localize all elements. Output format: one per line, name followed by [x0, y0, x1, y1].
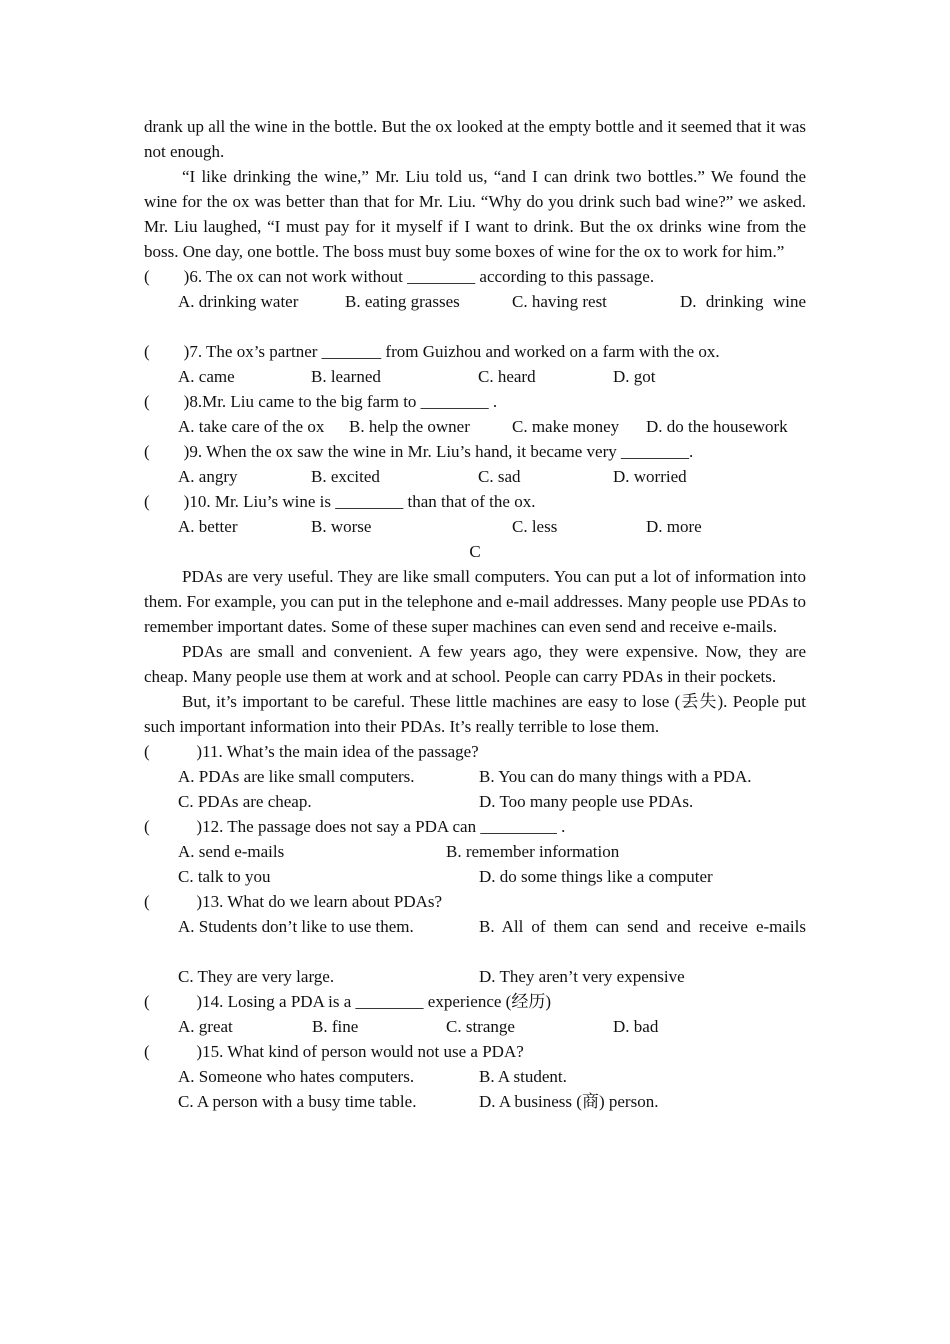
options-12-row2 [144, 864, 806, 889]
passage-c-paragraph: PDAs are very useful. They are like small computers. You can put a lot of information into them. For example, you can put in the telephone and e-mail addresses. Many people use PDAs to remember important dates. Some of these super machines can even send and receive e-mails. [144, 567, 806, 636]
question-text: 9. When the ox saw the wine in Mr. Liu’s hand, it became very ________. [189, 442, 694, 461]
question-10 [144, 489, 806, 514]
options-8 [144, 414, 806, 439]
question-text: 14. Losing a PDA is a ________ experience (经历) [202, 992, 551, 1011]
option-a: A. angry [178, 467, 238, 486]
option-d: D. got [613, 367, 656, 386]
answer-blank[interactable]: ( ) [144, 392, 190, 411]
options-12-row1 [144, 839, 806, 864]
options-13-row2 [144, 964, 806, 989]
option-d: D. They aren’t very expensive [479, 967, 685, 986]
option-c: C. strange [446, 1017, 515, 1036]
options-11-row2 [144, 789, 806, 814]
question-text: 10. Mr. Liu’s wine is ________ than that of the ox. [189, 492, 536, 511]
option-b: B. excited [311, 467, 380, 486]
question-text: 13. What do we learn about PDAs? [202, 892, 443, 911]
option-c: C. heard [478, 367, 536, 386]
options-10 [144, 514, 806, 539]
option-b: B. You can do many things with a PDA. [479, 767, 752, 786]
options-7 [144, 364, 806, 389]
option-a: A. came [178, 367, 235, 386]
option-a: A. PDAs are like small computers. [178, 767, 415, 786]
option-b: B. remember information [446, 842, 620, 861]
option-b: B. eating grasses [345, 292, 460, 311]
document-page [144, 114, 806, 1114]
option-a: A. Someone who hates computers. [178, 1067, 415, 1086]
passage-c-paragraph: But, it’s important to be careful. These little machines are easy to lose (丢失). People put such important information into their PDAs. It’s really terrible to lose them. [144, 692, 806, 736]
option-c: C. A person with a busy time table. [178, 1092, 417, 1111]
answer-blank[interactable]: ( ) [144, 442, 190, 461]
answer-blank[interactable]: ( ) [144, 992, 203, 1011]
question-text: 7. The ox’s partner _______ from Guizhou and worked on a farm with the ox. [189, 342, 720, 361]
option-c: C. having rest [512, 292, 607, 311]
options-6 [144, 289, 806, 339]
option-d: D. more [646, 517, 702, 536]
option-d: D. Too many people use PDAs. [479, 792, 694, 811]
option-c: C. They are very large. [178, 967, 335, 986]
option-a: A. send e-mails [178, 842, 285, 861]
question-11 [144, 739, 806, 764]
question-12 [144, 814, 806, 839]
options-15-row1 [144, 1064, 806, 1089]
option-d: D. do the housework [646, 417, 788, 436]
answer-blank[interactable]: ( ) [144, 817, 203, 836]
option-a: A. Students don’t like to use them. [178, 917, 414, 936]
question-text: 8.Mr. Liu came to the big farm to ________ . [189, 392, 498, 411]
option-b: B. All of them can send and receive e-mails [479, 917, 806, 936]
options-11-row1 [144, 764, 806, 789]
answer-blank[interactable]: ( ) [144, 267, 190, 286]
passage-b-paragraph: drank up all the wine in the bottle. But the ox looked at the empty bottle and it seemed that it was not enough. [144, 117, 806, 161]
options-14 [144, 1014, 806, 1039]
option-c: C. talk to you [178, 867, 271, 886]
question-text: 12. The passage does not say a PDA can _________ . [202, 817, 566, 836]
passage-c-paragraph: PDAs are small and convenient. A few years ago, they were expensive. Now, they are cheap. Many people use them at work and at school. People can carry PDAs in their pockets. [144, 642, 806, 686]
answer-blank[interactable]: ( ) [144, 342, 190, 361]
option-b: B. help the owner [349, 417, 470, 436]
section-heading-c: C [469, 542, 481, 561]
question-text: 6. The ox can not work without ________ according to this passage. [189, 267, 655, 286]
answer-blank[interactable]: ( ) [144, 1042, 203, 1061]
question-6 [144, 264, 806, 289]
answer-blank[interactable]: ( ) [144, 492, 190, 511]
option-b: B. learned [311, 367, 381, 386]
question-text: 15. What kind of person would not use a PDA? [202, 1042, 524, 1061]
option-a: A. take care of the ox [178, 417, 325, 436]
question-15 [144, 1039, 806, 1064]
passage-b-paragraph: “I like drinking the wine,” Mr. Liu told us, “and I can drink two bottles.” We found the wine for the ox was better than that for Mr. Liu. “Why do you drink such bad wine?” we asked. Mr. Liu laughed, “I must pay for it myself if I want to drink. But the ox drinks wine from the boss. One day, one bottle. The boss must buy some boxes of wine for the ox to work for him.” [144, 167, 806, 261]
question-14 [144, 989, 806, 1014]
option-d: D. worried [613, 467, 687, 486]
option-b: B. fine [312, 1017, 359, 1036]
options-9 [144, 464, 806, 489]
question-8 [144, 389, 806, 414]
option-c: C. make money [512, 417, 620, 436]
option-a: A. better [178, 517, 238, 536]
question-13 [144, 889, 806, 914]
option-d: D. drinking wine [680, 292, 806, 311]
question-7 [144, 339, 806, 364]
options-15-row2 [144, 1089, 806, 1114]
answer-blank[interactable]: ( ) [144, 892, 203, 911]
answer-blank[interactable]: ( ) [144, 742, 203, 761]
option-b: B. A student. [479, 1067, 567, 1086]
option-c: C. PDAs are cheap. [178, 792, 312, 811]
question-text: 11. What’s the main idea of the passage? [202, 742, 479, 761]
question-9 [144, 439, 806, 464]
options-13-row1 [144, 914, 806, 964]
option-c: C. less [512, 517, 558, 536]
option-b: B. worse [311, 517, 372, 536]
option-c: C. sad [478, 467, 521, 486]
option-d: D. A business (商) person. [479, 1092, 659, 1111]
option-a: A. great [178, 1017, 233, 1036]
option-d: D. do some things like a computer [479, 867, 713, 886]
option-a: A. drinking water [178, 292, 299, 311]
option-d: D. bad [613, 1017, 659, 1036]
